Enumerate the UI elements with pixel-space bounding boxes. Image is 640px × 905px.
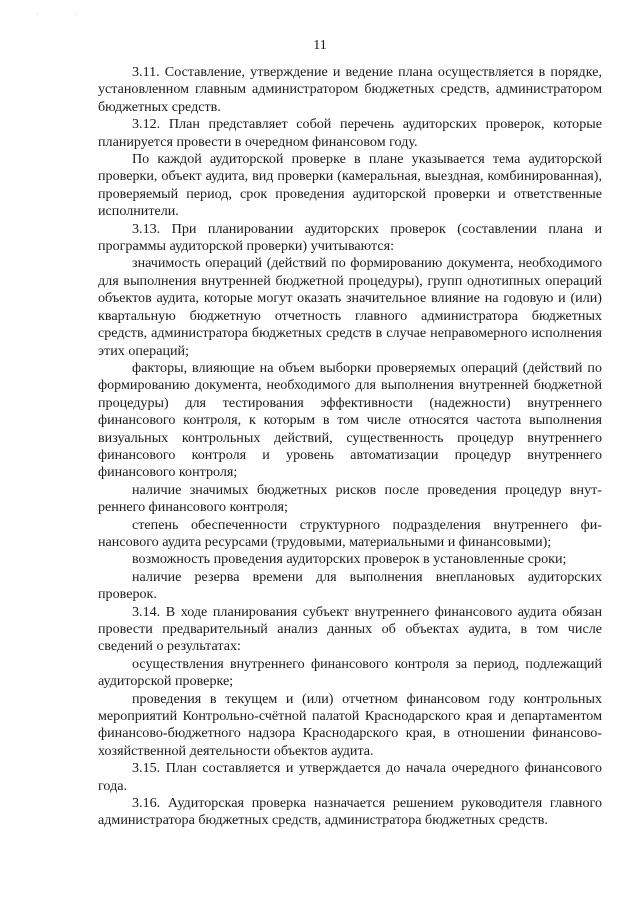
- paragraph-3-13: 3.13. При планировании аудиторских проверок (составлении плана и программы аудиторской проверки) учитываются:: [98, 220, 602, 255]
- page-number: 11: [313, 38, 327, 53]
- paragraph-plan-contents: По каждой аудиторской проверке в плане указывается тема аудиторской проверки, объект аудита, вид проверки (камеральная, выездная, комбинированная), проверяемый период, срок проведения аудиторской проверки и ответственные исполнители.: [98, 151, 602, 220]
- paragraph-3-12: 3.12. План представляет собой перечень аудиторских проверок, которые планируется провести в очередном финансовом году.: [98, 116, 602, 150]
- list-item-resources: степень обеспеченности структурного подразделения внутреннего финансового аудита ресурсами (трудовыми, материальными и финансовыми);: [98, 516, 602, 550]
- scan-specks: · ·: [36, 12, 96, 18]
- list-item-time-reserve: наличие резерва времени для выполнения внеплановых аудиторских проверок.: [98, 568, 602, 603]
- paragraph-3-15: 3.15. План составляется и утверждается до начала очередного финансового года.: [98, 760, 602, 794]
- paragraph-3-11: 3.11. Составление, утверждение и ведение плана осуществляется в порядке, установленном главным администратором бюджетных средств, администратором бюджетных средств.: [98, 64, 602, 115]
- document-body: [98, 64, 602, 830]
- paragraph-3-16: 3.16. Аудиторская проверка назначается решением руководителя главного администратора бюджетных средств, администратора бюджетных средств.: [98, 795, 602, 829]
- list-item-control-events: проведения в текущем и (или) отчетном финансовом году контрольных мероприятий Контрольно-счётной палатой Краснодарского края и департаментом финансово-бюджетного надзора Краснодарского края, в отношении финансово-хозяйственной деятельности объектов аудита.: [98, 690, 602, 759]
- list-item-budget-risks: наличие значимых бюджетных рисков после проведения процедур внутреннего финансового контроля;: [98, 481, 602, 516]
- list-item-sample-factors: факторы, влияющие на объем выборки проверяемых операций (действий по формированию документа, необходимого для выполнения внутренней бюджетной процедуры) для тестирования эффективности (надежности) внутреннего финансового контроля, к которым в том числе относятся частота выполнения визуальных контрольных действий, существенность процедур внутреннего финансового контроля и уровень автоматизации процедур внутреннего финансового контроля;: [98, 359, 602, 481]
- list-item-internal-control: осуществления внутреннего финансового контроля за период, подлежащий аудиторской проверке;: [98, 655, 602, 690]
- list-item-deadlines: возможность проведения аудиторских проверок в установленные сроки;: [132, 551, 567, 568]
- list-item-significance: значимость операций (действий по формированию документа, необходимого для выполнения внутренней бюджетной процедуры), групп однотипных операций объектов аудита, которые могут оказать значительное влияние на годовую и (или) квартальную бюджетную отчетность главного администратора бюджетных средств, администратора бюджетных средств в случае неправомерного исполнения этих операций;: [98, 255, 602, 359]
- paragraph-3-14: 3.14. В ходе планирования субъект внутреннего финансового аудита обязан провести предварительный анализ данных об объектах аудита, в том числе сведений о результатах:: [98, 603, 602, 655]
